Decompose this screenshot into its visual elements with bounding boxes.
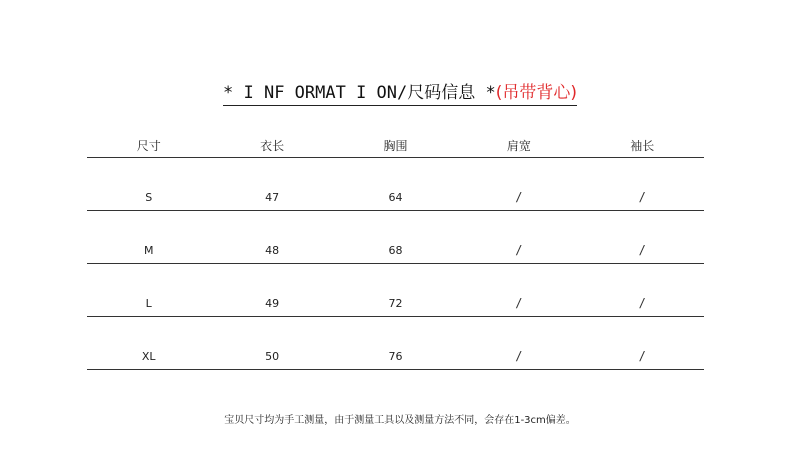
table-header-row <box>87 133 704 158</box>
header-size: 尺寸 <box>87 133 210 158</box>
cell-sleeve: / <box>581 158 704 211</box>
cell-shoulder: / <box>457 158 580 211</box>
cell-size: XL <box>87 317 210 370</box>
title-underline-wrapper <box>223 82 577 106</box>
table-row <box>87 317 704 370</box>
title-main-text: * I NF ORMAT I ON/尺码信息 * <box>223 83 496 103</box>
header-length: 衣长 <box>210 133 333 158</box>
size-chart-table <box>87 133 704 370</box>
cell-size: L <box>87 264 210 317</box>
table-row <box>87 211 704 264</box>
cell-bust: 76 <box>334 317 457 370</box>
cell-shoulder: / <box>457 317 580 370</box>
cell-length: 50 <box>210 317 333 370</box>
cell-bust: 68 <box>334 211 457 264</box>
cell-length: 47 <box>210 158 333 211</box>
header-bust: 胸围 <box>334 133 457 158</box>
cell-sleeve: / <box>581 317 704 370</box>
cell-size: S <box>87 158 210 211</box>
cell-length: 48 <box>210 211 333 264</box>
title-accent-text: (吊带背心) <box>495 83 577 103</box>
table-row <box>87 264 704 317</box>
cell-length: 49 <box>210 264 333 317</box>
cell-shoulder: / <box>457 264 580 317</box>
header-shoulder: 肩宽 <box>457 133 580 158</box>
size-chart-title <box>0 82 800 106</box>
cell-size: M <box>87 211 210 264</box>
cell-bust: 64 <box>334 158 457 211</box>
cell-sleeve: / <box>581 211 704 264</box>
cell-sleeve: / <box>581 264 704 317</box>
cell-bust: 72 <box>334 264 457 317</box>
measurement-note: 宝贝尺寸均为手工测量，由于测量工具以及测量方法不同，会存在1-3cm偏差。 <box>224 415 576 426</box>
cell-shoulder: / <box>457 211 580 264</box>
table-row <box>87 158 704 211</box>
header-sleeve: 袖长 <box>581 133 704 158</box>
